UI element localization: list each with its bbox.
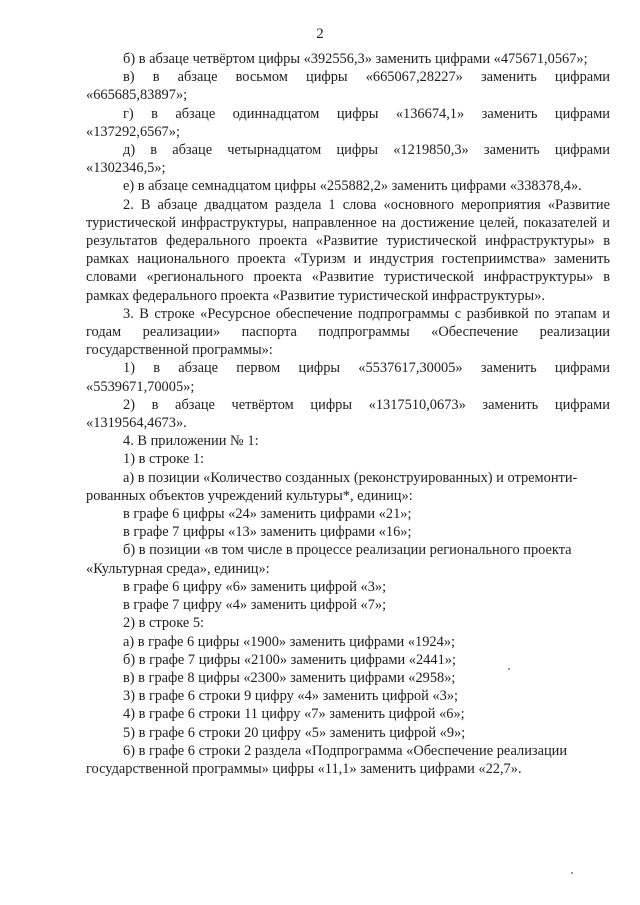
amendment-paragraph: д) в абзаце четырнадцатом цифры «1219850,3» заменить цифрами «1302346,5»; xyxy=(86,142,610,177)
amendment-paragraph: е) в абзаце семнадцатом цифры «255882,2» заменить цифрами «338378,4». xyxy=(123,178,582,195)
amendment-line: 5) в графе 6 строки 20 цифру «5» заменить цифрой «9»; xyxy=(123,724,466,741)
amendment-paragraph: 2. В абзаце двадцатом раздела 1 слова «основного мероприятия «Развитие туристической инфраструктуры, направленное на достижение целей, показателей и результатов федерального проекта «Развитие туристической инфраструктуры» в рамках национального проекта «Туризм и индустрия гостеприимства» заменить словами «регионального проекта «Развитие туристической инфраструктуры» в рамках федерального проекта «Развитие туристической инфраструктуры». xyxy=(86,196,610,304)
amendment-paragraph: б) в позиции «в том числе в процессе реализации регионального проекта «Культурная среда», единиц»: xyxy=(86,542,572,577)
amendment-line: а) в графе 6 цифры «1900» заменить цифрами «1924»; xyxy=(123,633,456,650)
amendment-heading: 4. В приложении № 1: xyxy=(123,433,259,450)
amendment-line: в графе 7 цифры «13» заменить цифрами «16»; xyxy=(123,524,412,541)
scan-speck xyxy=(508,668,510,670)
amendment-line: в) в графе 8 цифры «2300» заменить цифрами «2958»; xyxy=(123,669,456,686)
amendment-line: 4) в графе 6 строки 11 цифру «7» заменить цифрой «6»; xyxy=(123,706,465,723)
amendment-paragraph: 1) в абзаце первом цифры «5537617,30005» заменить цифрами «5539671,70005»; xyxy=(86,360,610,395)
amendment-line: б) в графе 7 цифры «2100» заменить цифрами «2441»; xyxy=(123,651,456,668)
amendment-paragraph: г) в абзаце одиннадцатом цифры «136674,1» заменить цифрами «137292,6567»; xyxy=(86,105,610,140)
document-body xyxy=(86,50,610,778)
amendment-line: в графе 7 цифру «4» заменить цифрой «7»; xyxy=(123,597,387,614)
amendment-paragraph: 6) в графе 6 строки 2 раздела «Подпрограмма «Обеспечение реализации государственной программы» цифры «11,1» заменить цифрами «22,7». xyxy=(86,742,568,777)
amendment-paragraph: в) в абзаце восьмом цифры «665067,28227» заменить цифрами «665685,83897»; xyxy=(86,69,610,104)
page-number: 2 xyxy=(316,26,324,42)
amendment-line: в графе 6 цифру «6» заменить цифрой «3»; xyxy=(123,578,387,595)
amendment-paragraph: 3. В строке «Ресурсное обеспечение подпрограммы с разбивкой по этапам и годам реализации» паспорта подпрограммы «Обеспечение реализации государственной программы»: xyxy=(86,305,610,359)
amendment-line: 3) в графе 6 строки 9 цифру «4» заменить цифрой «3»; xyxy=(123,688,459,705)
amendment-line: в графе 6 цифры «24» заменить цифрами «21»; xyxy=(123,506,412,523)
amendment-paragraph: б) в абзаце четвёртом цифры «392556,3» заменить цифрами «475671,0567»; xyxy=(123,51,588,67)
amendment-line: 1) в строке 1: xyxy=(123,451,205,468)
amendment-paragraph: а) в позиции «Количество созданных (реконструированных) и отремонти-рованных объектов учреждений культуры*, единиц»: xyxy=(86,469,578,504)
amendment-line: 2) в строке 5: xyxy=(123,615,205,632)
scan-speck xyxy=(571,872,573,874)
amendment-paragraph: 2) в абзаце четвёртом цифры «1317510,0673» заменить цифрами «1319564,4673». xyxy=(86,396,610,432)
